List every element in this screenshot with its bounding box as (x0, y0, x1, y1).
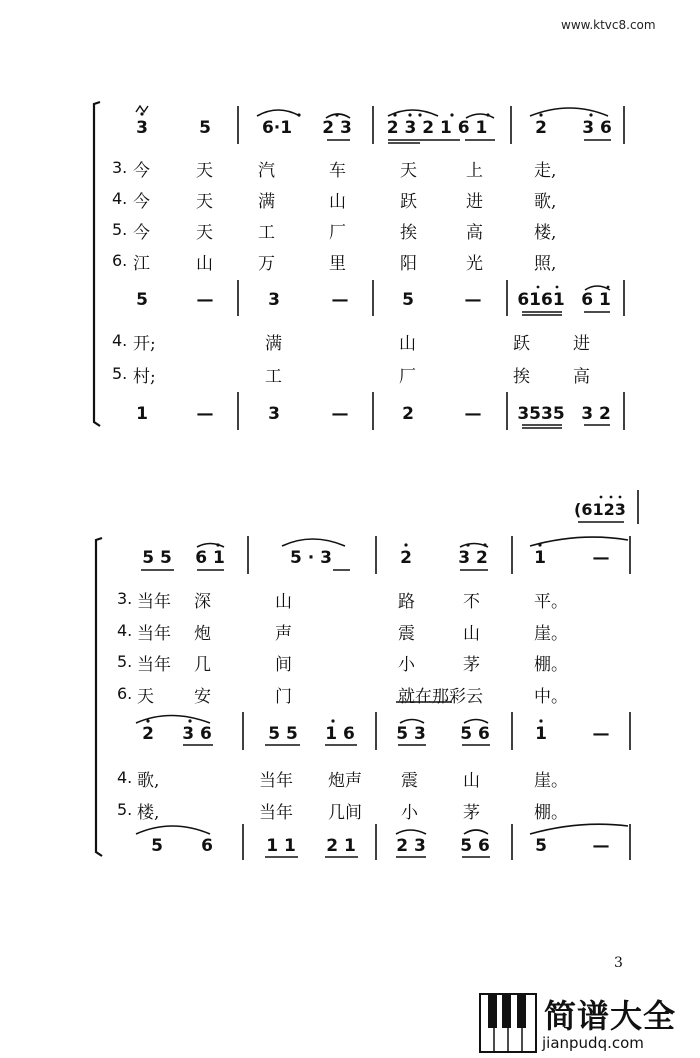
lyric: 开; (133, 334, 156, 354)
lyric: 工 (258, 223, 275, 243)
verse-number: 5. (112, 364, 128, 383)
lyric: 跃 (400, 192, 417, 212)
lyric: 棚。 (534, 803, 568, 823)
note: 5 3 (396, 724, 426, 744)
verse-number: 4. (117, 768, 133, 787)
note: 5 (199, 118, 211, 138)
note: 2 (400, 548, 412, 568)
lyric: 门 (275, 687, 292, 707)
note: 5 (136, 290, 148, 310)
note: 3535 (517, 404, 565, 424)
lyric: 汽 (258, 161, 275, 181)
lyric: 当年 (259, 803, 293, 823)
note: 6161 (517, 290, 565, 310)
lyric: 天 (400, 161, 417, 181)
verse-number: 5. (117, 652, 133, 671)
lyric: 万 (258, 254, 275, 274)
lyric: 中。 (534, 687, 568, 707)
lyric: 崖。 (534, 771, 568, 791)
note: 3 (268, 290, 280, 310)
lyric: 山 (399, 334, 416, 354)
note: 6 1 (195, 548, 225, 568)
lyric: 路 (398, 592, 415, 612)
note: — (592, 724, 610, 744)
note: 1 6 (325, 724, 355, 744)
lyric: 挨 (400, 223, 417, 243)
lyric: 厂 (329, 223, 346, 243)
lyric: 震 (401, 771, 418, 791)
lyric: 山 (275, 592, 292, 612)
note: 1 (136, 404, 148, 424)
verse-number: 4. (117, 621, 133, 640)
lyric: 厂 (399, 367, 416, 387)
lyric: 阳 (400, 254, 417, 274)
logo-title: 简谱大全 (544, 997, 677, 1035)
lyric: 今 (133, 223, 150, 243)
page-number: 3 (614, 955, 623, 971)
note: 5 5 (142, 548, 172, 568)
lyric: 走, (534, 161, 557, 181)
lyric: 深 (194, 592, 211, 612)
verse-number: 6. (112, 251, 128, 270)
lyric: 当年 (259, 771, 293, 791)
note: — (331, 290, 349, 310)
lyric: 几间 (328, 803, 362, 823)
verse-number: 4. (112, 331, 128, 350)
lyric: 进 (466, 192, 483, 212)
note: — (331, 404, 349, 424)
note: — (592, 836, 610, 856)
lyric: 高 (466, 223, 483, 243)
note: 5 (151, 836, 163, 856)
lyric: 小 (401, 803, 418, 823)
site-logo (478, 990, 700, 1058)
lyric: 满 (258, 192, 275, 212)
note: 3 6 (182, 724, 212, 744)
lyric: 车 (329, 161, 346, 181)
lyric: 当年 (137, 592, 171, 612)
note: — (592, 548, 610, 568)
lyric: 光 (466, 254, 483, 274)
lyric: 高 (573, 367, 590, 387)
note: — (196, 290, 214, 310)
lyric: 今 (133, 161, 150, 181)
lyric: 天 (196, 192, 213, 212)
lyric: 炮声 (328, 771, 362, 791)
verse-number: 4. (112, 189, 128, 208)
lyric: 安 (194, 687, 211, 707)
verse-number: 3. (112, 158, 128, 177)
lyric: 当年 (137, 655, 171, 675)
note: 5 5 (268, 724, 298, 744)
verse-number: 5. (112, 220, 128, 239)
lyric: 平。 (534, 592, 568, 612)
lyric: 楼, (534, 223, 557, 243)
note: 2 (535, 118, 547, 138)
lyric: 茅 (463, 803, 480, 823)
note: 3 6 (582, 118, 612, 138)
lyric: 工 (265, 367, 282, 387)
note: 3 2 (458, 548, 488, 568)
note: 2 3 (322, 118, 352, 138)
lyric: 崖。 (534, 624, 568, 644)
note: 5 (402, 290, 414, 310)
lyric: 棚。 (534, 655, 568, 675)
site-url: www.ktvc8.com (561, 18, 656, 32)
lyric: 就在那彩云 (398, 687, 483, 707)
note: 1 (535, 724, 547, 744)
note: 6 (201, 836, 213, 856)
note: 2 (402, 404, 414, 424)
note: 5 6 (460, 836, 490, 856)
lyric: 几 (194, 655, 211, 675)
lyric: 歌, (137, 771, 160, 791)
note: 2 3 2 1 6 1 (386, 118, 488, 138)
verse-number: 3. (117, 589, 133, 608)
note: 2 3 (396, 836, 426, 856)
note: 3 2 (581, 404, 611, 424)
lyric: 今 (133, 192, 150, 212)
lyric: 楼, (137, 803, 160, 823)
lyric: 满 (265, 334, 282, 354)
lyric: 山 (463, 624, 480, 644)
note: — (464, 290, 482, 310)
lyric: 歌, (534, 192, 557, 212)
note: 5 · 3 (290, 548, 332, 568)
lyric: 江 (133, 254, 150, 274)
note: 1 1 (266, 836, 296, 856)
piano-keys-icon (478, 992, 538, 1054)
parenthetical-notes: (6123 (574, 500, 626, 519)
lyric: 进 (573, 334, 590, 354)
lyric: 当年 (137, 624, 171, 644)
lyric: 天 (196, 161, 213, 181)
note: 2 (142, 724, 154, 744)
note: 3 (268, 404, 280, 424)
lyric: 小 (398, 655, 415, 675)
lyric: 山 (463, 771, 480, 791)
note: 2 1 (326, 836, 356, 856)
verse-number: 6. (117, 684, 133, 703)
note: 1 (534, 548, 546, 568)
note: 5 6 (460, 724, 490, 744)
note: 3 (136, 118, 148, 138)
lyric: 照, (534, 254, 557, 274)
lyric: 天 (137, 687, 154, 707)
note: 5 (535, 836, 547, 856)
note: — (196, 404, 214, 424)
lyric: 上 (466, 161, 483, 181)
lyric: 跃 (513, 334, 530, 354)
note: 6 1 (581, 290, 611, 310)
lyric: 挨 (513, 367, 530, 387)
logo-subtitle: jianpudq.com (542, 1034, 644, 1052)
lyric: 天 (196, 223, 213, 243)
lyric: 茅 (463, 655, 480, 675)
lyric: 间 (275, 655, 292, 675)
note: — (464, 404, 482, 424)
lyric: 声 (275, 624, 292, 644)
lyric: 里 (329, 254, 346, 274)
verse-number: 5. (117, 800, 133, 819)
lyric: 山 (196, 254, 213, 274)
lyric: 炮 (194, 624, 211, 644)
lyric: 山 (329, 192, 346, 212)
lyric: 不 (463, 592, 480, 612)
lyric: 村; (133, 367, 156, 387)
note: 6·1 (261, 118, 293, 138)
lyric: 震 (398, 624, 415, 644)
